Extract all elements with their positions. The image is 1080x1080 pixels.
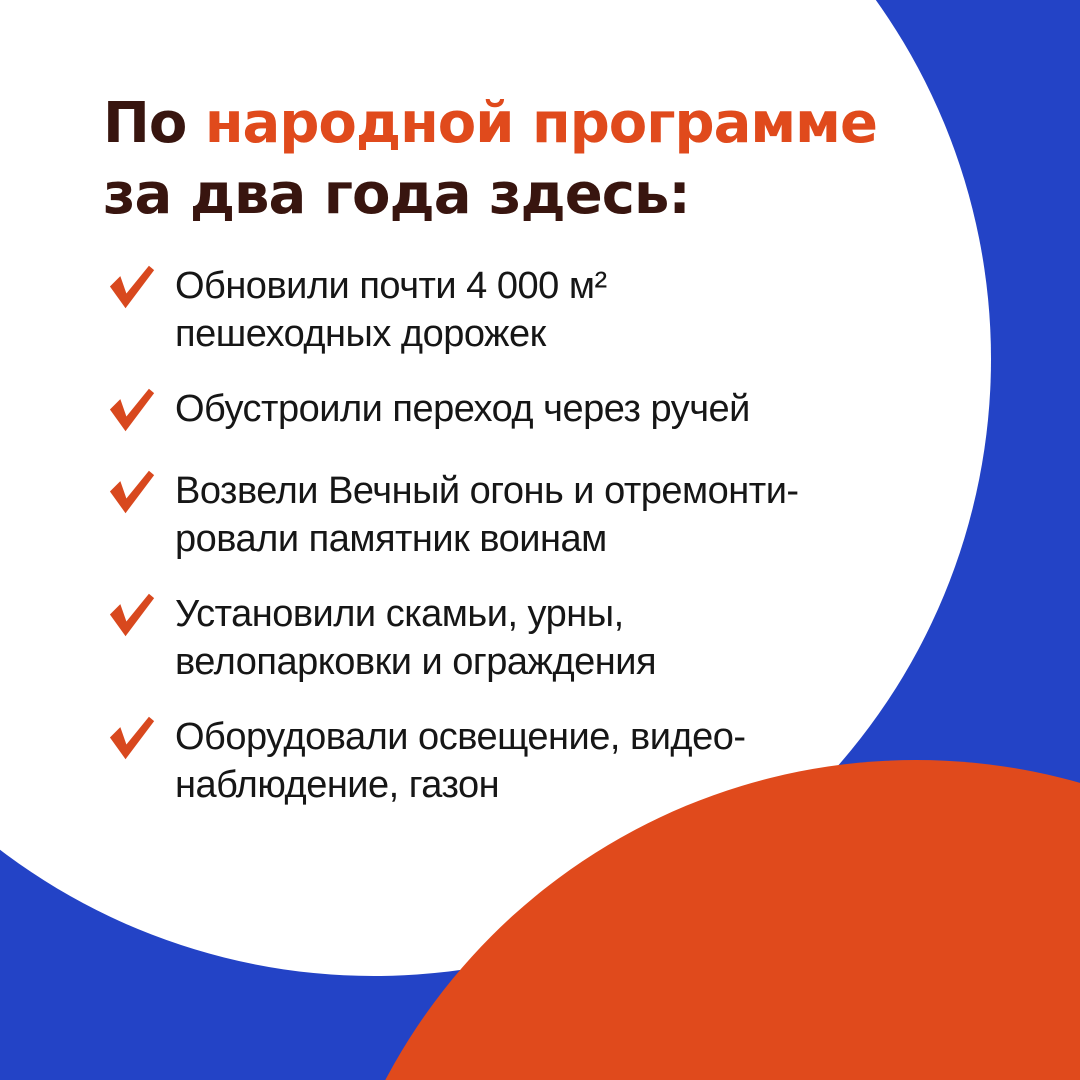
list-item [103,590,883,686]
list-item-text: Оборудовали освещение, видео- наблюдение, газон [175,716,746,806]
list-item-text: Обустроили переход через ручей [175,388,750,430]
list-item [103,467,883,563]
check-icon [103,591,155,645]
check-icon [103,263,155,317]
title-prefix: По [103,91,205,156]
check-icon [103,386,155,440]
list-item-text: Возвели Вечный огонь и отремонти- ровали памятник воинам [175,470,799,560]
check-icon [103,714,155,768]
list-item-text: Установили скамьи, урны, велопарковки и ограждения [175,593,657,683]
card-content [103,88,883,836]
title-line2: за два года здесь: [103,162,690,227]
list-item [103,385,883,440]
title-highlight: народной программе [204,91,877,156]
list-item [103,713,883,809]
list-item-text: Обновили почти 4 000 м² пешеходных дорожек [175,265,607,355]
list-item [103,262,883,358]
page-title [103,88,883,230]
check-icon [103,468,155,522]
checklist [103,262,883,809]
